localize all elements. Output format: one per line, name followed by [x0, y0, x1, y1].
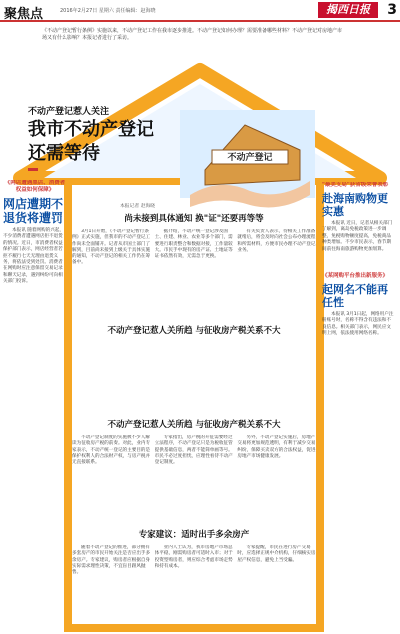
section-name: 聚焦点 [4, 7, 44, 22]
right-article2-body: 本报讯 3月1日起，网络用户注册账号时，名称不得含有违法和不良信息。相关部门表示，网民应文明上网，依法使用网络名称。 [322, 312, 394, 337]
section-1-col3: 有关负责人表示，待相关工作准备就绪后，将会及时向社会公布办理流程和所需材料，方便市民办理不动产登记业务。 [237, 229, 316, 253]
right-article-subtitle: "最美支局"获省级荣誉表彰 [322, 182, 389, 188]
issue-meta: 2016年2月27日 星期六 责任编辑：赵海晓 [60, 8, 156, 14]
section-1-col1: 3月1日开始，《不动产登记暂行条例》正式实施，但我市的不动产登记工作尚未全面铺开。记者从市国土部门了解到，目前尚未接到上级关于具体实施的通知，不动产登记的相关工作仍在筹备中。 [72, 229, 151, 266]
intro-text: 《不动产登记暂行条例》实施以来，不动产登记工作在我市逐步推进。不动产登记如何办理？需要准备哪些材料？不动产登记对房地产市场又有什么影响？本报记者进行了采访。 [42, 28, 343, 42]
section-2-title: 不动产登记惹人关所趋 与征收房产税关系不大 [107, 326, 281, 336]
section-3-title: 不动产登记惹人关所趋 与征收房产税关系不大 [107, 420, 281, 430]
section-3-col1: 不动产登记制度的实施被不少人解读为征收房产税的前奏。对此，业内专家表示，不动产统一登记的主要目的是保护权利人的合法财产权，与房产税并无直接联系。 [72, 435, 151, 466]
headline-line2: 还需等待 [28, 143, 100, 164]
byline: 本报记者 赵海晓 [120, 204, 156, 209]
left-article-body: 本报讯 随着网购的兴起，不少消费者遭遇网店拒不退货的情况。近日，市消费者权益保护部门表示，网店经营者若拒不履行七天无理由退货义务，将依法受到处罚。消费者在网购时应注意保留交易记录和聊天记录，遇到纠纷可向相关部门投诉。 [3, 228, 64, 285]
house-model-label: 不动产登记 [227, 153, 273, 163]
headline-line1: 我市不动产登记 [28, 119, 154, 140]
section-1-col2: 据介绍，不动产统一登记涉及国土、住建、林业、农业等多个部门，需要进行职责整合和数据对接，工作量较大。市民手中现有的房产证、土地证等证书依然有效，无需急于更换。 [154, 229, 233, 260]
right-articles [322, 182, 394, 632]
right-article2-subtitle: 《某网购平台推出新服务》 [322, 273, 389, 280]
section-4 [72, 530, 316, 625]
headline-kicker: 不动产登记惹人关注 [28, 107, 110, 117]
newspaper-logo: 揭西日报 [318, 2, 378, 18]
section-1-title: 尚未接到具体通知 换"证"还要再等等 [124, 214, 264, 224]
section-4-title: 专家建议：适时出手多余房产 [138, 530, 250, 540]
headline-rule [28, 168, 38, 171]
section-1 [72, 214, 316, 329]
section-4-col1: 随着不动产登记的推进，部分拥有多套房产的市民开始关注是否应出手多余房产。专家建议，购房者应根据自身实际需求理性决策，不宜盲目跟风抛售。 [72, 545, 151, 576]
right-article-body: 本报讯 近日，记者从相关部门了解到，离岛免税政策进一步调整，免税购物额度提高，免税商品种类增加。不少市民表示，春节期间前往海南旅游购物更加划算。 [322, 221, 393, 252]
headline-block [28, 104, 178, 171]
left-article-headline: 网店遭期不退货将遭罚 [3, 197, 64, 225]
section-4-col3: 专家提醒，市民在进行房产交易时，应选择正规中介机构，仔细核实房屋产权信息，避免上当受骗。 [237, 545, 316, 563]
page-number: 3 [387, 2, 397, 18]
section-2 [72, 326, 316, 337]
left-article-subtitle: 《网店遭遇黑店、消费者权益如何保障》 [4, 180, 66, 193]
section-3-col2: 专家指出，房产税的开征需要经过立法程序，不动产登记只是为税收征管提供基础信息，两者不能简单画等号。市民不必过度担忧，应理性看待不动产登记制度。 [154, 435, 233, 466]
section-3 [72, 420, 316, 535]
section-4-col2: 业内人士认为，我市房地产市场总体平稳，刚需购房者可适时入市；对于投资型购房者，则应综合考虑市场走势和持有成本。 [154, 545, 233, 569]
section-3-col3: 另外，不动产登记实施后，房地产交易将更加规范透明，有利于减少交易纠纷，保障买卖双方的合法权益，促进房地产市场健康发展。 [237, 435, 316, 459]
right-article-headline: 赴海南购物更实惠 [322, 192, 388, 218]
left-article [3, 180, 67, 500]
right-article2-headline: 起网名不能再任性 [322, 283, 388, 310]
